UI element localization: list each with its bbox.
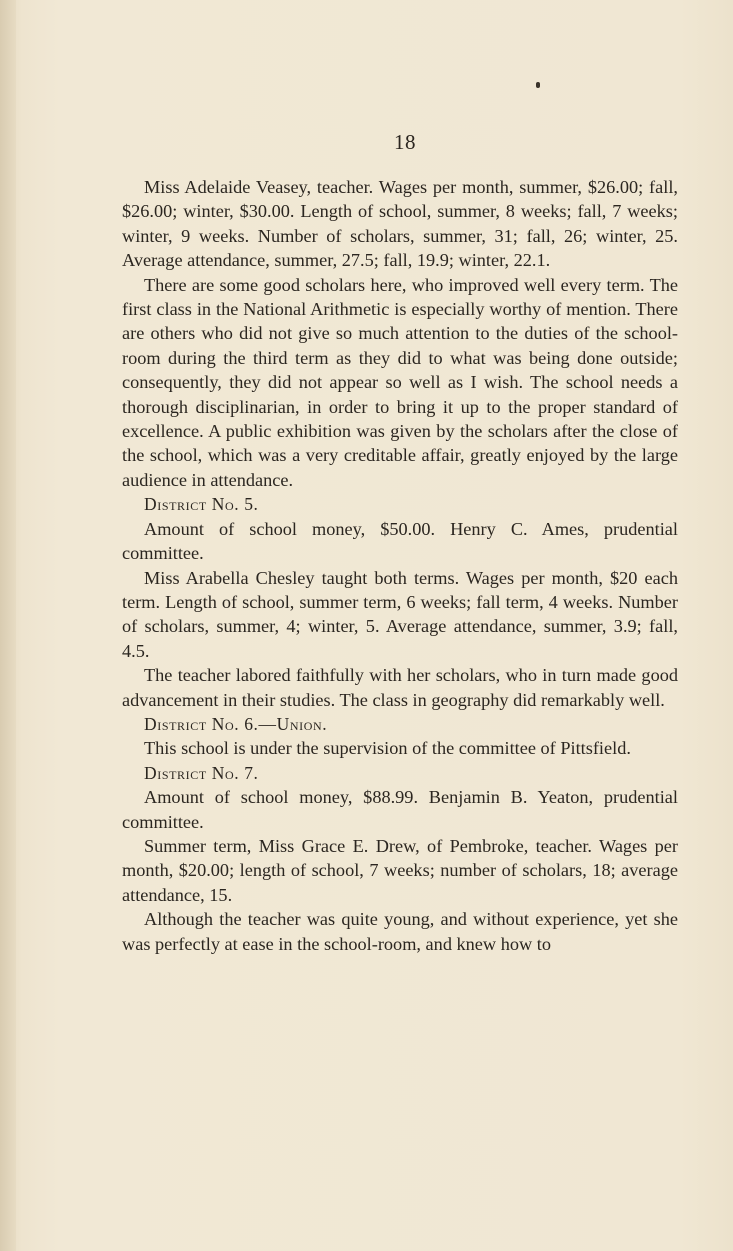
page-number: 18 [394,130,416,154]
paragraph-teacher-chesley: Miss Arabella Chesley taught both terms. Wages per month, $20 each term. Length of school, summer term, 6 weeks; fall term, 4 weeks. Number of scholars, summer, 4; winter, 5. Average attendance, summer, 3.9; fall, 4.5. [122,567,678,661]
heading-district-6: District No. 6.—Union. [144,713,328,734]
heading-district-7: District No. 7. [144,762,259,783]
report-text [122,175,678,956]
ink-spot [536,82,540,88]
paragraph-district-5-money: Amount of school money, $50.00. Henry C. Ames, prudential committee. [122,518,678,564]
heading-district-5: District No. 5. [144,494,259,515]
paragraph-drew-remarks: Although the teacher was quite young, and without experience, yet she was perfectly at ease in the school-room, and knew how to [122,909,678,954]
paragraph-teacher-veasey: Miss Adelaide Veasey, teacher. Wages per month, summer, $26.00; fall, $26.00; winter, $30.00. Length of school, summer, 8 weeks; fall, 7 weeks; winter, 9 weeks. Number of scholars, summer, 31; fall, 26; winter, 25. Average attendance, summer, 27.5; fall, 19.9; winter, 22.1. [122,177,678,271]
paragraph-chesley-remarks: The teacher labored faithfully with her scholars, who in turn made good advancement in their studies. The class in geography did remarkably well. [122,665,678,710]
paragraph-veasey-remarks: There are some good scholars here, who improved well every term. The first class in the National Arithmetic is especially worthy of mention. There are others who did not give so much attention to the duties of the school-room during the third term as they did to what was being done outside; consequently, they did not appear so well as I wish. The school needs a thorough disciplinarian, in order to bring it up to the proper standard of excellence. A public exhibition was given by the scholars after the close of the school, which was a very creditable affair, greatly enjoyed by the large audience in attendance. [122,274,678,490]
page-binding-edge [0,0,16,1251]
paragraph-teacher-drew: Summer term, Miss Grace E. Drew, of Pembroke, teacher. Wages per month, $20.00; length of school, 7 weeks; number of scholars, 18; average attendance, 15. [122,835,678,905]
paragraph-district-7-money: Amount of school money, $88.99. Benjamin B. Yeaton, prudential committee. [122,787,678,832]
paragraph-district-6-note: This school is under the supervision of the committee of Pittsfield. [144,738,631,759]
